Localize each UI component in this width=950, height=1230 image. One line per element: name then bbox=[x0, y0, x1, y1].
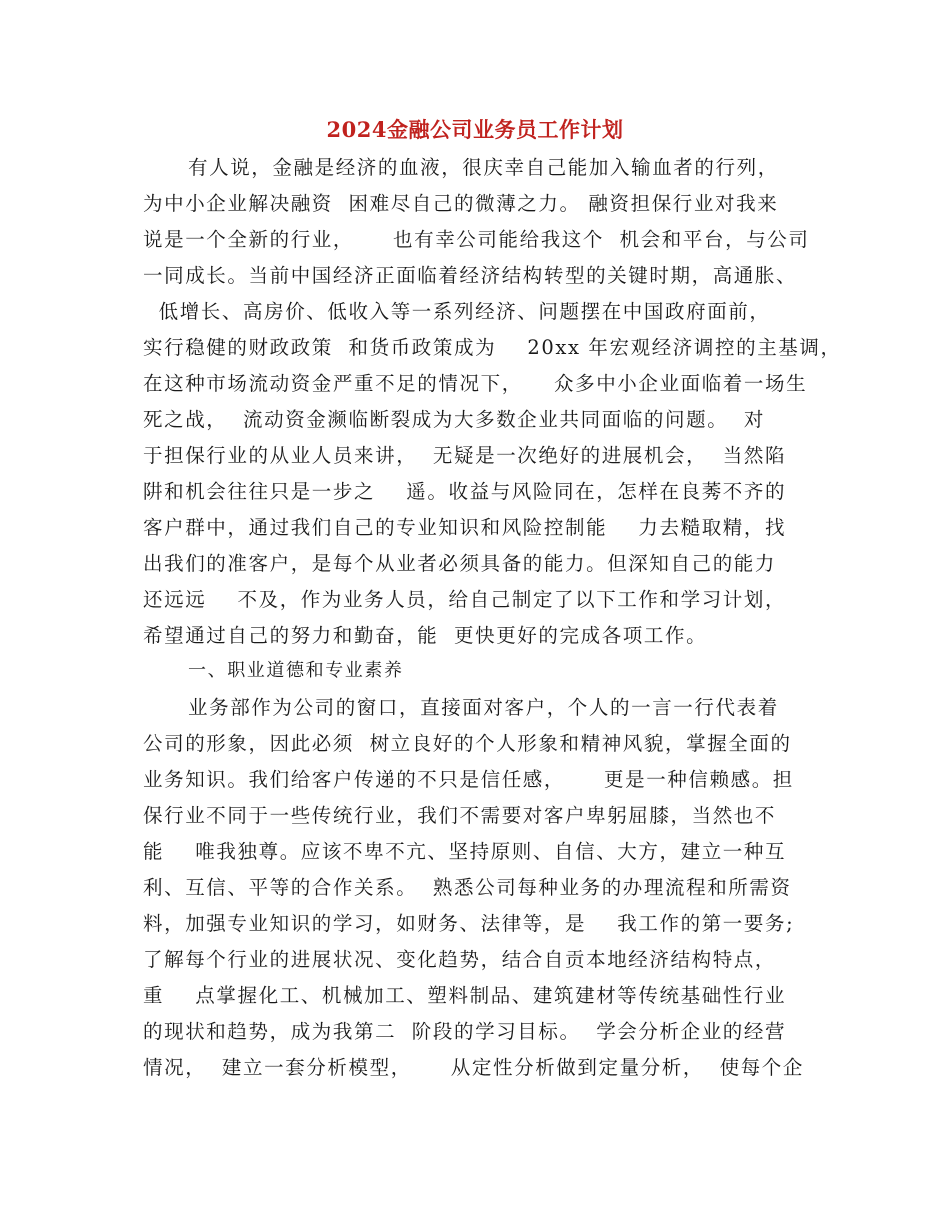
text-line: 重 点掌握化工、机械加工、塑料制品、建筑建材等传统基础性行业 bbox=[143, 984, 787, 1007]
text-line: 出我们的准客户，是每个从业者必须具备的能力。但深知自己的能力 bbox=[143, 552, 777, 575]
text-line: 保行业不同于一些传统行业，我们不需要对客户卑躬屈膝，当然也不 bbox=[143, 804, 777, 827]
text-line: 料，加强专业知识的学习，如财务、法律等，是 我工作的第一要务; bbox=[143, 912, 795, 935]
document-title: 2024金融公司业务员工作计划 bbox=[326, 117, 624, 142]
text-line: 死之战， 流动资金濒临断裂成为大多数企业共同面临的问题。 对 bbox=[143, 408, 765, 431]
text-line: 阱和机会往往只是一步之 遥。收益与风险同在，怎样在良莠不齐的 bbox=[143, 480, 787, 503]
text-line: 希望通过自己的努力和勤奋，能 更快更好的完成各项工作。 bbox=[143, 624, 708, 647]
text-line: 公司的形象，因此必须 树立良好的个人形象和精神风貌，掌握全面的 bbox=[143, 732, 792, 755]
text-line: 利、互信、平等的合作关系。 熟悉公司每种业务的办理流程和所需资 bbox=[143, 876, 792, 899]
text-line: 一同成长。当前中国经济正面临着经济结构转型的关键时期，高通胀、 bbox=[143, 264, 798, 287]
text-line: 了解每个行业的进展状况、变化趋势，结合自贡本地经济结构特点， bbox=[143, 948, 777, 971]
text-line: 能 唯我独尊。应该不卑不亢、坚持原则、自信、大方，建立一种互 bbox=[143, 840, 787, 863]
text-line: 有人说，金融是经济的血液，很庆幸自己能加入输血者的行列， bbox=[188, 156, 779, 179]
text-line: 说是一个全新的行业， 也有幸公司能给我这个 机会和平台，与公司 bbox=[143, 228, 810, 251]
text-line: 业务知识。我们给客户传递的不只是信任感， 更是一种信赖感。担 bbox=[143, 768, 794, 791]
section-heading: 一、职业道德和专业素养 bbox=[188, 660, 404, 681]
text-line: 客户群中，通过我们自己的专业知识和风险控制能 力去糙取精，找 bbox=[143, 516, 787, 539]
text-line: 于担保行业的从业人员来讲， 无疑是一次绝好的进展机会， 当然陷 bbox=[143, 444, 787, 467]
text-line: 低增长、高房价、低收入等一系列经济、问题摆在中国政府面前， bbox=[143, 300, 771, 323]
text-line: 实行稳健的财政政策 和货币政策成为 20xx 年宏观经济调控的主基调， bbox=[143, 336, 842, 359]
text-line: 为中小企业解决融资 困难尽自己的微薄之力。 融资担保行业对我来 bbox=[143, 192, 779, 215]
text-line: 还远远 不及，作为业务人员，给自己制定了以下工作和学习计划， bbox=[143, 588, 787, 611]
text-line: 情况， 建立一套分析模型， 从定性分析做到定量分析， 使每个企 bbox=[143, 1056, 804, 1079]
text-line: 在这种市场流动资金严重不足的情况下， 众多中小企业面临着一场生 bbox=[143, 372, 808, 395]
text-line: 的现状和趋势，成为我第二 阶段的学习目标。 学会分析企业的经营 bbox=[143, 1020, 787, 1043]
text-line: 业务部作为公司的窗口，直接面对客户，个人的一言一行代表着 bbox=[188, 696, 779, 719]
